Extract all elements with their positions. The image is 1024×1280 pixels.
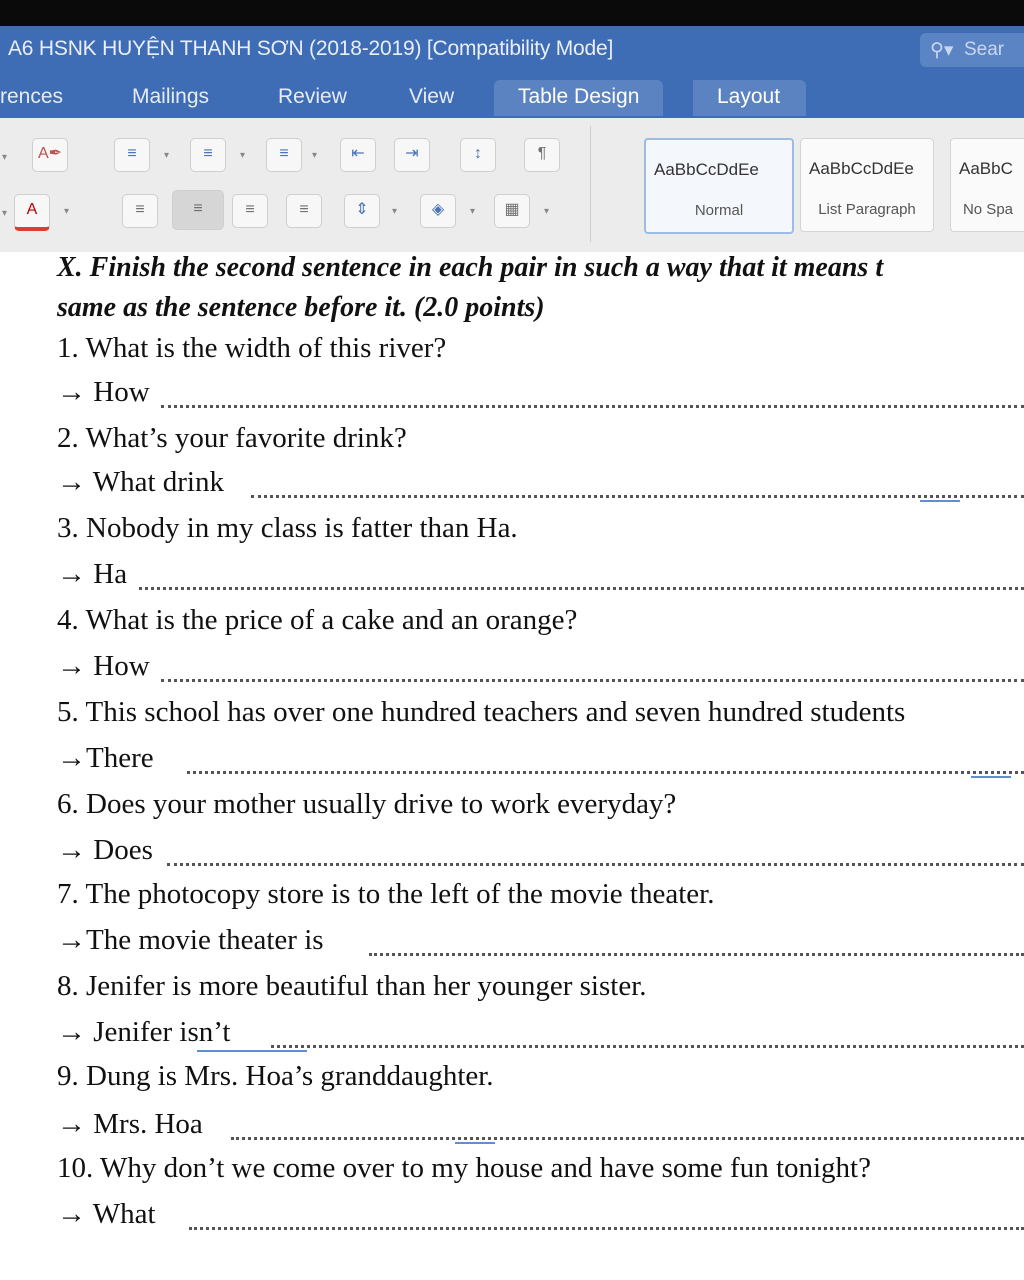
tab-review[interactable]: Review (278, 85, 347, 108)
decrease-indent-icon[interactable]: ⇤ (340, 138, 376, 172)
style-name: No Spa (962, 201, 1014, 218)
style-name: Normal (694, 202, 744, 219)
question-3: 3. Nobody in my class is fatter than Ha. (57, 512, 518, 544)
answer-prefix: → Does (57, 834, 153, 866)
style-sample: AaBbC (959, 159, 1013, 178)
grammar-squiggle (455, 1139, 495, 1144)
answer-dots (167, 861, 1024, 866)
answer-dots (231, 1135, 1024, 1140)
style-name: List Paragraph (818, 201, 916, 218)
align-left-icon[interactable]: ≡ (122, 194, 158, 228)
chevron-down-icon[interactable]: ▾ (470, 206, 476, 217)
answer-line-7[interactable] (57, 924, 1024, 964)
answer-prefix: →There (57, 742, 154, 774)
line-spacing-icon[interactable]: ⇕ (344, 194, 380, 228)
answer-line-3[interactable] (57, 558, 1024, 598)
answer-dots (369, 951, 1024, 956)
multilevel-list-icon[interactable]: ≡ (266, 138, 302, 172)
search-box[interactable] (920, 33, 1024, 67)
chevron-down-icon[interactable]: ▾ (312, 150, 318, 161)
answer-line-9[interactable] (57, 1108, 1024, 1148)
style-list-paragraph[interactable] (800, 138, 934, 232)
chevron-down-icon[interactable]: ▾ (544, 206, 550, 217)
exercise-heading-continued: same as the sentence before it. (2.0 points) (57, 292, 545, 323)
answer-line-10[interactable] (57, 1198, 1024, 1238)
chevron-down-icon[interactable]: ▾ (2, 152, 8, 163)
exercise-heading: X. Finish the second sentence in each pair in such a way that it means t (57, 252, 884, 283)
question-10: 10. Why don’t we come over to my house and have some fun tonight? (57, 1152, 871, 1184)
question-7: 7. The photocopy store is to the left of the movie theater. (57, 878, 715, 910)
ribbon-divider (590, 126, 591, 242)
answer-prefix: → Ha (57, 558, 128, 590)
answer-prefix: → How (57, 650, 150, 682)
increase-indent-icon[interactable]: ⇥ (394, 138, 430, 172)
align-right-icon[interactable]: ≡ (232, 194, 268, 228)
search-label: Sear (964, 39, 1005, 60)
document-page[interactable] (0, 252, 1024, 1280)
style-no-spacing[interactable] (950, 138, 1024, 232)
grammar-squiggle (920, 497, 960, 502)
numbering-icon[interactable]: ≡ (190, 138, 226, 172)
chevron-down-icon[interactable]: ▾ (240, 150, 246, 161)
answer-line-2[interactable] (57, 466, 1024, 506)
question-5: 5. This school has over one hundred teachers and seven hundred students (57, 696, 906, 728)
justify-icon[interactable]: ≡ (286, 194, 322, 228)
answer-prefix: → Mrs. Hoa (57, 1108, 203, 1140)
ribbon-tab-bar (0, 74, 1024, 118)
chevron-down-icon[interactable]: ▾ (392, 206, 398, 217)
bullets-icon[interactable]: ≡ (114, 138, 150, 172)
question-8: 8. Jenifer is more beautiful than her younger sister. (57, 970, 647, 1002)
chevron-down-icon[interactable]: ▾ (2, 208, 8, 219)
align-center-icon[interactable]: ≡ (172, 190, 224, 230)
font-color-icon[interactable]: A (14, 194, 50, 231)
text-effects-icon[interactable]: A✒ (32, 138, 68, 172)
top-black-bar (0, 0, 1024, 26)
answer-dots (251, 493, 1024, 498)
answer-dots (139, 585, 1024, 590)
style-sample: AaBbCcDdEe (654, 160, 759, 179)
answer-prefix: → How (57, 376, 150, 408)
tab-mailings[interactable]: Mailings (132, 85, 210, 108)
grammar-squiggle (971, 773, 1011, 778)
question-4: 4. What is the price of a cake and an orange? (57, 604, 578, 636)
question-9: 9. Dung is Mrs. Hoa’s granddaughter. (57, 1060, 494, 1092)
answer-line-4[interactable] (57, 650, 1024, 690)
tab-view[interactable]: View (409, 85, 455, 108)
answer-dots (187, 769, 1024, 774)
show-formatting-icon[interactable]: ¶ (524, 138, 560, 172)
title-bar (0, 26, 1024, 74)
window-title: A6 HSNK HUYỆN THANH SƠN (2018-2019) [Compatibility Mode] (8, 37, 614, 60)
answer-dots (161, 403, 1024, 408)
chevron-down-icon[interactable]: ▾ (164, 150, 170, 161)
answer-line-8[interactable] (57, 1016, 1024, 1056)
search-icon: ⚲▾ (930, 40, 954, 61)
answer-dots (161, 677, 1024, 682)
answer-dots (189, 1225, 1024, 1230)
sort-icon[interactable]: ↕ (460, 138, 496, 172)
question-1: 1. What is the width of this river? (57, 332, 447, 364)
answer-line-6[interactable] (57, 834, 1024, 874)
answer-line-5[interactable] (57, 742, 1024, 782)
tab-references[interactable]: rences (0, 85, 64, 108)
question-6: 6. Does your mother usually drive to work everyday? (57, 788, 677, 820)
answer-prefix: → What (57, 1198, 156, 1230)
chevron-down-icon[interactable]: ▾ (64, 206, 70, 217)
answer-prefix: → Jenifer isn’t (57, 1016, 231, 1048)
answer-prefix: → What drink (57, 466, 224, 498)
style-sample: AaBbCcDdEe (809, 159, 914, 178)
tab-layout[interactable]: Layout (693, 80, 806, 116)
style-normal[interactable] (644, 138, 794, 234)
tab-table-design[interactable]: Table Design (494, 80, 663, 116)
question-2: 2. What’s your favorite drink? (57, 422, 407, 454)
answer-dots (271, 1043, 1024, 1048)
borders-icon[interactable]: ▦ (494, 194, 530, 228)
answer-line-1[interactable] (57, 376, 1024, 416)
answer-prefix: →The movie theater is (57, 924, 324, 956)
grammar-squiggle (197, 1047, 307, 1052)
shading-icon[interactable]: ◈ (420, 194, 456, 228)
